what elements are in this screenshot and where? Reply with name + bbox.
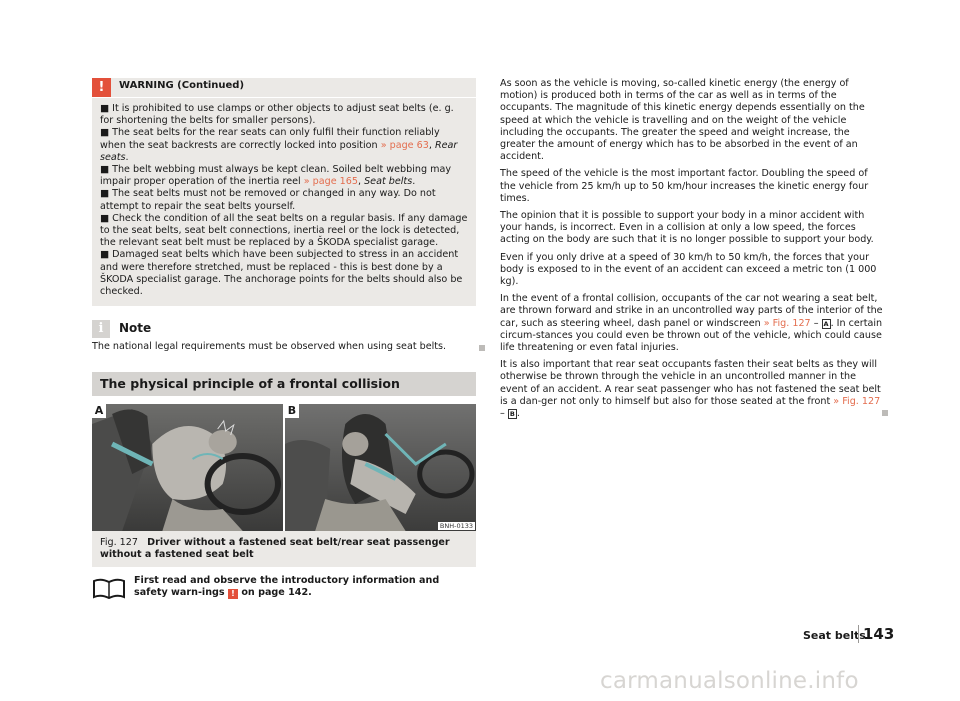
warning-item: ■ It is prohibited to use clamps or other objects to adjust seat belts (e. g. for shortening the belts for smaller persons). (100, 103, 454, 127)
warning-icon: ! (92, 78, 111, 97)
figure-caption (92, 531, 476, 567)
warning-item: ■ Damaged seat belts which have been subjected to stress in an accident and were therefore stretched, must be replaced - this is best done by a ŠKODA specialist garage. The anchorage points for the belts should also be checked. (100, 249, 463, 298)
figure-link[interactable]: » Fig. 127 (833, 395, 881, 407)
box-letter-b: B (508, 409, 517, 419)
page-number: 143 (858, 625, 894, 643)
paragraph: Even if you only drive at a speed of 30 km/h to 50 km/h, the forces that your body is exposed to in the event of an accident can exceed a metric ton (1 000 kg). (500, 251, 877, 288)
paragraph: As soon as the vehicle is moving, so-called kinetic energy (the energy of motion) is produced both in terms of the car as well as in terms of the occupants. The magnitude of this kinetic energy depends essentially on the speed at which the vehicle is travelling and on the weight of the vehicle including the occupants. The greater the speed and weight increase, the greater the amount of energy which has to be absorbed in the event of an accident. (500, 78, 865, 163)
paragraph: The speed of the vehicle is the most important factor. Doubling the speed of the vehicle from 25 km/h up to 50 km/hour increases the kinetic energy four times. (500, 168, 869, 204)
left-column (92, 78, 476, 605)
warning-header (92, 78, 476, 98)
figure-link[interactable]: » Fig. 127 (763, 317, 811, 329)
warning-item: ■ The seat belts for the rear seats can only fulfil their function reliably when the seat backrests are correctly locked into position » page 63, Rear seats. (100, 127, 458, 163)
note-header (92, 320, 476, 338)
page-link[interactable]: » page 165 (303, 176, 358, 188)
warning-box (92, 78, 476, 306)
read-first-text: First read and observe the introductory information and safety warn-ings ! on page 142. (134, 575, 440, 599)
right-column (500, 78, 884, 425)
warning-icon-small: ! (228, 589, 238, 599)
end-mark-icon (882, 410, 888, 416)
figure (92, 400, 476, 567)
warning-item: ■ The belt webbing must always be kept clean. Soiled belt webbing may impair proper operation of the inertia reel » page 165, Seat belts. (100, 164, 451, 188)
read-first-block (92, 575, 476, 605)
driver-collision-illustration (92, 404, 283, 531)
warning-body (92, 98, 476, 298)
end-mark-icon (479, 345, 485, 351)
figure-panel-a (92, 404, 283, 531)
box-letter-a: A (823, 319, 829, 328)
warning-item: ■ The seat belts must not be removed or changed in any way. Do not attempt to repair the seat belts yourself. (100, 188, 436, 212)
section-title: The physical principle of a frontal collision (92, 372, 476, 396)
paragraph: It is also important that rear seat occupants fasten their seat belts as they will otherwise be thrown through the vehicle in an uncontrolled manner in the event of an accident. A rear seat passenger who has not fastened the seat belt is a dan-ger not only to himself but also for those seated at the front » Fig. 127 – B . (500, 359, 884, 420)
footer-section-title: Seat belts (803, 629, 866, 642)
figure-label-b: B (285, 404, 299, 418)
warning-title: WARNING (Continued) (119, 80, 245, 91)
figure-code: BNH-0133 (439, 522, 473, 531)
watermark: carmanualsonline.info (600, 668, 859, 694)
paragraph: In the event of a frontal collision, occupants of the car not wearing a seat belt, are thrown forward and strike in an uncontrolled way parts of the interior of the car, such as steering wheel, dash panel or windscreen » Fig. 127 – A . In certain circum-stances you could even be thrown out of the vehicle, which could cause life threatening or even fatal injuries. (500, 293, 883, 354)
rear-passenger-collision-illustration (285, 404, 476, 531)
figure-number: Fig. 127 (100, 537, 138, 549)
paragraph: The opinion that it is possible to support your body in a minor accident with your hands, is incorrect. Even in a collision at only a low speed, the forces acting on the body are such that it is no longer possible to support your body. (500, 210, 874, 246)
figure-title: Driver without a fastened seat belt/rear seat passenger without a fastened seat belt (100, 537, 450, 561)
warning-item: ■ Check the condition of all the seat belts on a regular basis. If any damage to the seat belts, seat belt connections, inertia reel or the lock is detected, the relevant seat belt must be replaced by a ŠKODA specialist garage. (100, 212, 468, 249)
figure-label-a: A (92, 404, 106, 418)
info-icon: i (92, 320, 110, 338)
page-link[interactable]: » page 63 (380, 139, 429, 151)
book-icon (92, 577, 126, 599)
figure-panel-b (285, 404, 476, 531)
note-title: Note (119, 321, 152, 336)
note-text: The national legal requirements must be observed when using seat belts. (92, 341, 476, 353)
